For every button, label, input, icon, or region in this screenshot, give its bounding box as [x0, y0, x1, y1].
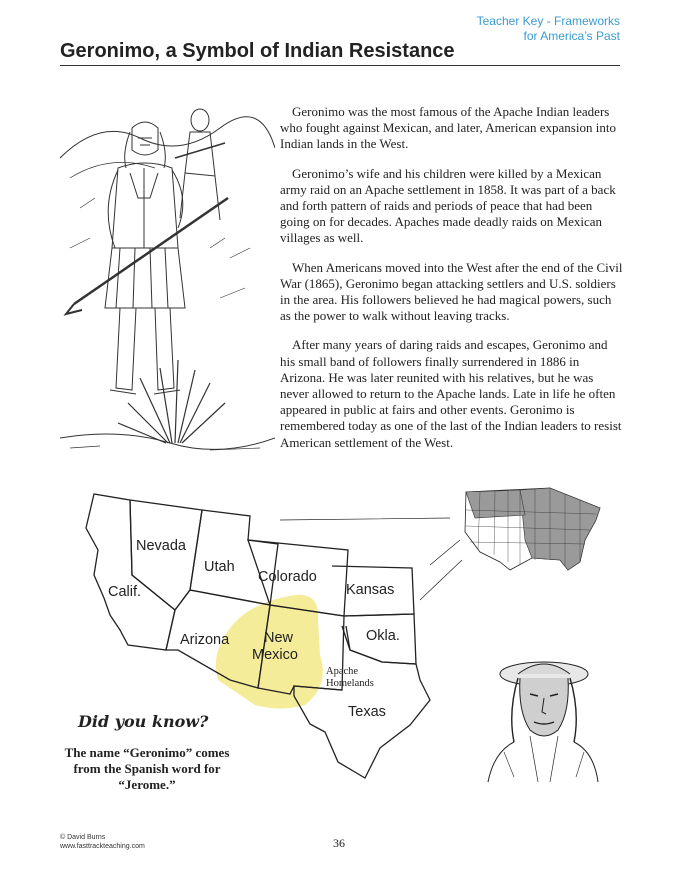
us-inset-map — [465, 488, 600, 570]
title-divider — [60, 65, 620, 66]
label-calif: Calif. — [108, 584, 142, 600]
article-body — [280, 104, 625, 464]
label-texas: Texas — [348, 704, 386, 720]
geronimo-name-fact: The name “Geronimo” comes from the Spanish word for “Jerome.” — [64, 745, 230, 792]
geronimo-rifle-illustration — [60, 98, 275, 458]
page-title: Geronimo, a Symbol of Indian Resistance — [60, 40, 455, 62]
label-apache-1: Apache — [326, 666, 359, 677]
footer-copyright — [60, 833, 145, 851]
page-number: 36 — [333, 836, 345, 850]
paragraph-4: After many years of daring raids and escapes, Geronimo and his small band of followers finally surrendered in 1886 in Arizona. He was later reunited with his relatives, but he was never allowed to return to the Apache lands. Late in life he often appeared in public at fairs and other events. Geronimo is remembered today as one of the last of the Indian leaders to resist American settlement of the West. — [280, 337, 622, 450]
label-oklahoma: Okla. — [366, 628, 400, 644]
paragraph-3: When Americans moved into the West after the end of the Civil War (1865), Geronimo began attacking settlers and U.S. soldiers in the area. His followers believed he had magical powers, such as the power to walk without leaving tracks. — [280, 259, 623, 324]
label-new-mexico-1: New — [264, 630, 294, 646]
label-colorado: Colorado — [258, 569, 317, 585]
website-link[interactable]: www.fasttrackteaching.com — [60, 843, 145, 850]
label-apache-2: Homelands — [326, 678, 374, 689]
paragraph-2: Geronimo’s wife and his children were killed by a Mexican army raid on an Apache settlement in 1858. It was part of a back and forth pattern of raids and periods of peace that had been going on for decades. Apaches made deadly raids on Mexican villages as well. — [280, 165, 616, 246]
label-kansas: Kansas — [346, 582, 395, 598]
paragraph-1: Geronimo was the most famous of the Apache Indian leaders who fought against Mexican, and later, American expansion into Indian lands in the West. — [280, 104, 616, 152]
copyright-text: © David Burns — [60, 834, 106, 841]
did-you-know-heading: Did you know? — [78, 712, 209, 731]
teacher-key-line2: for America’s Past — [523, 29, 620, 43]
label-utah: Utah — [204, 559, 235, 575]
label-nevada: Nevada — [136, 538, 186, 554]
geronimo-portrait — [484, 652, 602, 784]
label-new-mexico-2: Mexico — [252, 647, 298, 663]
label-arizona: Arizona — [180, 632, 230, 648]
teacher-key-label — [477, 14, 620, 44]
teacher-key-line1: Teacher Key - Frameworks — [476, 14, 620, 28]
